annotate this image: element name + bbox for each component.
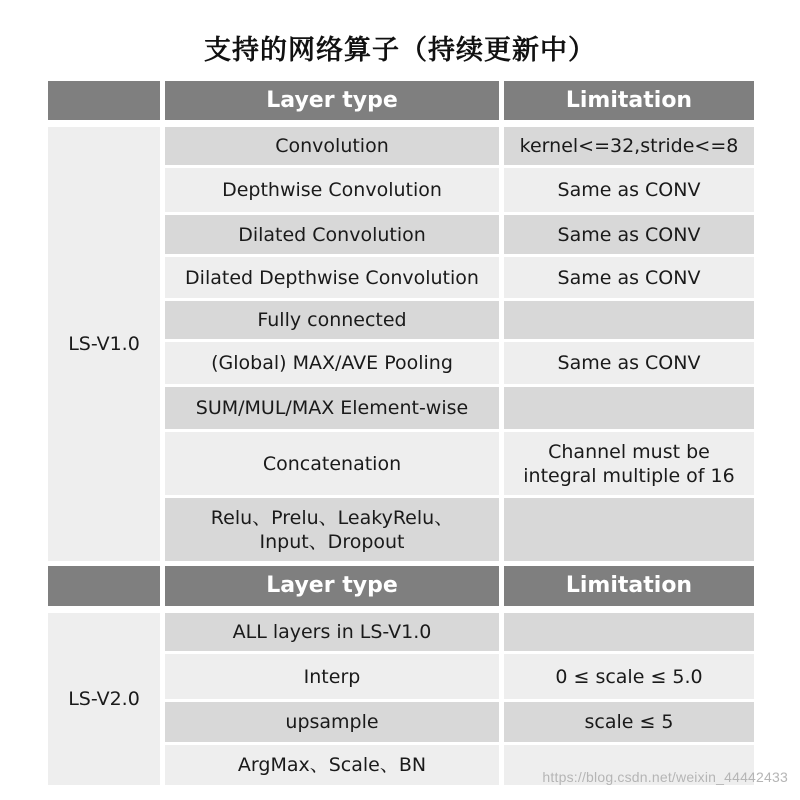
header-limitation-text: Limitation xyxy=(565,87,693,113)
watermark: https://blog.csdn.net/weixin_44442433 xyxy=(542,769,788,785)
limitation-cell xyxy=(504,257,754,298)
limitation-cell-text: kernel<=32,stride<=8 xyxy=(519,135,739,157)
layer-type-cell-text: Dilated Convolution xyxy=(238,223,426,246)
layer-type-cell xyxy=(165,745,499,785)
limitation-cell-text: scale ≤ 5 xyxy=(584,711,674,733)
limitation-cell xyxy=(504,168,754,212)
header-limitation xyxy=(504,81,754,120)
layer-type-cell xyxy=(165,215,499,254)
layer-type-cell xyxy=(165,613,499,651)
layer-type-cell-text: upsample xyxy=(285,711,379,733)
limitation-cell xyxy=(504,613,754,651)
layer-type-cell xyxy=(165,498,499,561)
layer-type-cell-text: Interp xyxy=(303,665,361,688)
limitation-cell xyxy=(504,301,754,339)
layer-type-cell-text: Depthwise Convolution xyxy=(222,179,442,201)
group-label-cell xyxy=(48,613,160,785)
layer-type-cell-text: Relu、Prelu、LeakyRelu、 Input、Dropout xyxy=(210,506,454,553)
limitation-cell-text: 0 ≤ scale ≤ 5.0 xyxy=(555,665,703,688)
group-label-cell xyxy=(48,127,160,561)
layer-type-cell xyxy=(165,342,499,384)
header-layer-type xyxy=(165,566,499,606)
header-blank-cell xyxy=(48,566,160,606)
layer-type-cell xyxy=(165,301,499,339)
limitation-cell xyxy=(504,702,754,742)
limitation-cell-text: Same as CONV xyxy=(557,266,701,289)
layer-type-cell xyxy=(165,127,499,165)
limitation-cell xyxy=(504,498,754,561)
layer-type-cell-text: SUM/MUL/MAX Element-wise xyxy=(195,397,469,419)
layer-type-cell-text: Dilated Depthwise Convolution xyxy=(185,266,479,289)
limitation-cell xyxy=(504,432,754,495)
layer-type-cell-text: (Global) MAX/AVE Pooling xyxy=(211,352,453,374)
layer-type-cell xyxy=(165,432,499,495)
layer-type-cell xyxy=(165,654,499,699)
group-label-cell-text: LS-V2.0 xyxy=(68,688,140,710)
header-layer-type xyxy=(165,81,499,120)
layer-type-cell-text: ALL layers in LS-V1.0 xyxy=(232,621,432,643)
header-layer-type-text: Layer type xyxy=(266,87,398,113)
limitation-cell xyxy=(504,215,754,254)
layer-type-cell-text: Convolution xyxy=(275,135,389,157)
layer-type-cell-text: Concatenation xyxy=(262,452,402,475)
layer-type-cell-text: ArgMax、Scale、BN xyxy=(237,754,427,776)
limitation-cell xyxy=(504,342,754,384)
limitation-cell-text: Same as CONV xyxy=(557,223,701,246)
layer-type-cell xyxy=(165,702,499,742)
group-label-cell-text: LS-V1.0 xyxy=(68,333,140,355)
limitation-cell-text: Same as CONV xyxy=(557,352,701,374)
header-layer-type-text: Layer type xyxy=(266,573,398,598)
layer-type-cell xyxy=(165,257,499,298)
layer-type-cell xyxy=(165,168,499,212)
operator-table xyxy=(48,0,754,800)
limitation-cell-text: Channel must be integral multiple of 16 xyxy=(523,440,735,487)
limitation-cell xyxy=(504,654,754,699)
header-blank-cell xyxy=(48,81,160,120)
layer-type-cell-text: Fully connected xyxy=(257,309,407,331)
limitation-cell xyxy=(504,387,754,429)
limitation-cell-text: Same as CONV xyxy=(557,179,701,201)
header-limitation xyxy=(504,566,754,606)
limitation-cell xyxy=(504,127,754,165)
page-title: 支持的网络算子（持续更新中） xyxy=(204,35,596,66)
layer-type-cell xyxy=(165,387,499,429)
header-limitation-text: Limitation xyxy=(565,573,693,598)
